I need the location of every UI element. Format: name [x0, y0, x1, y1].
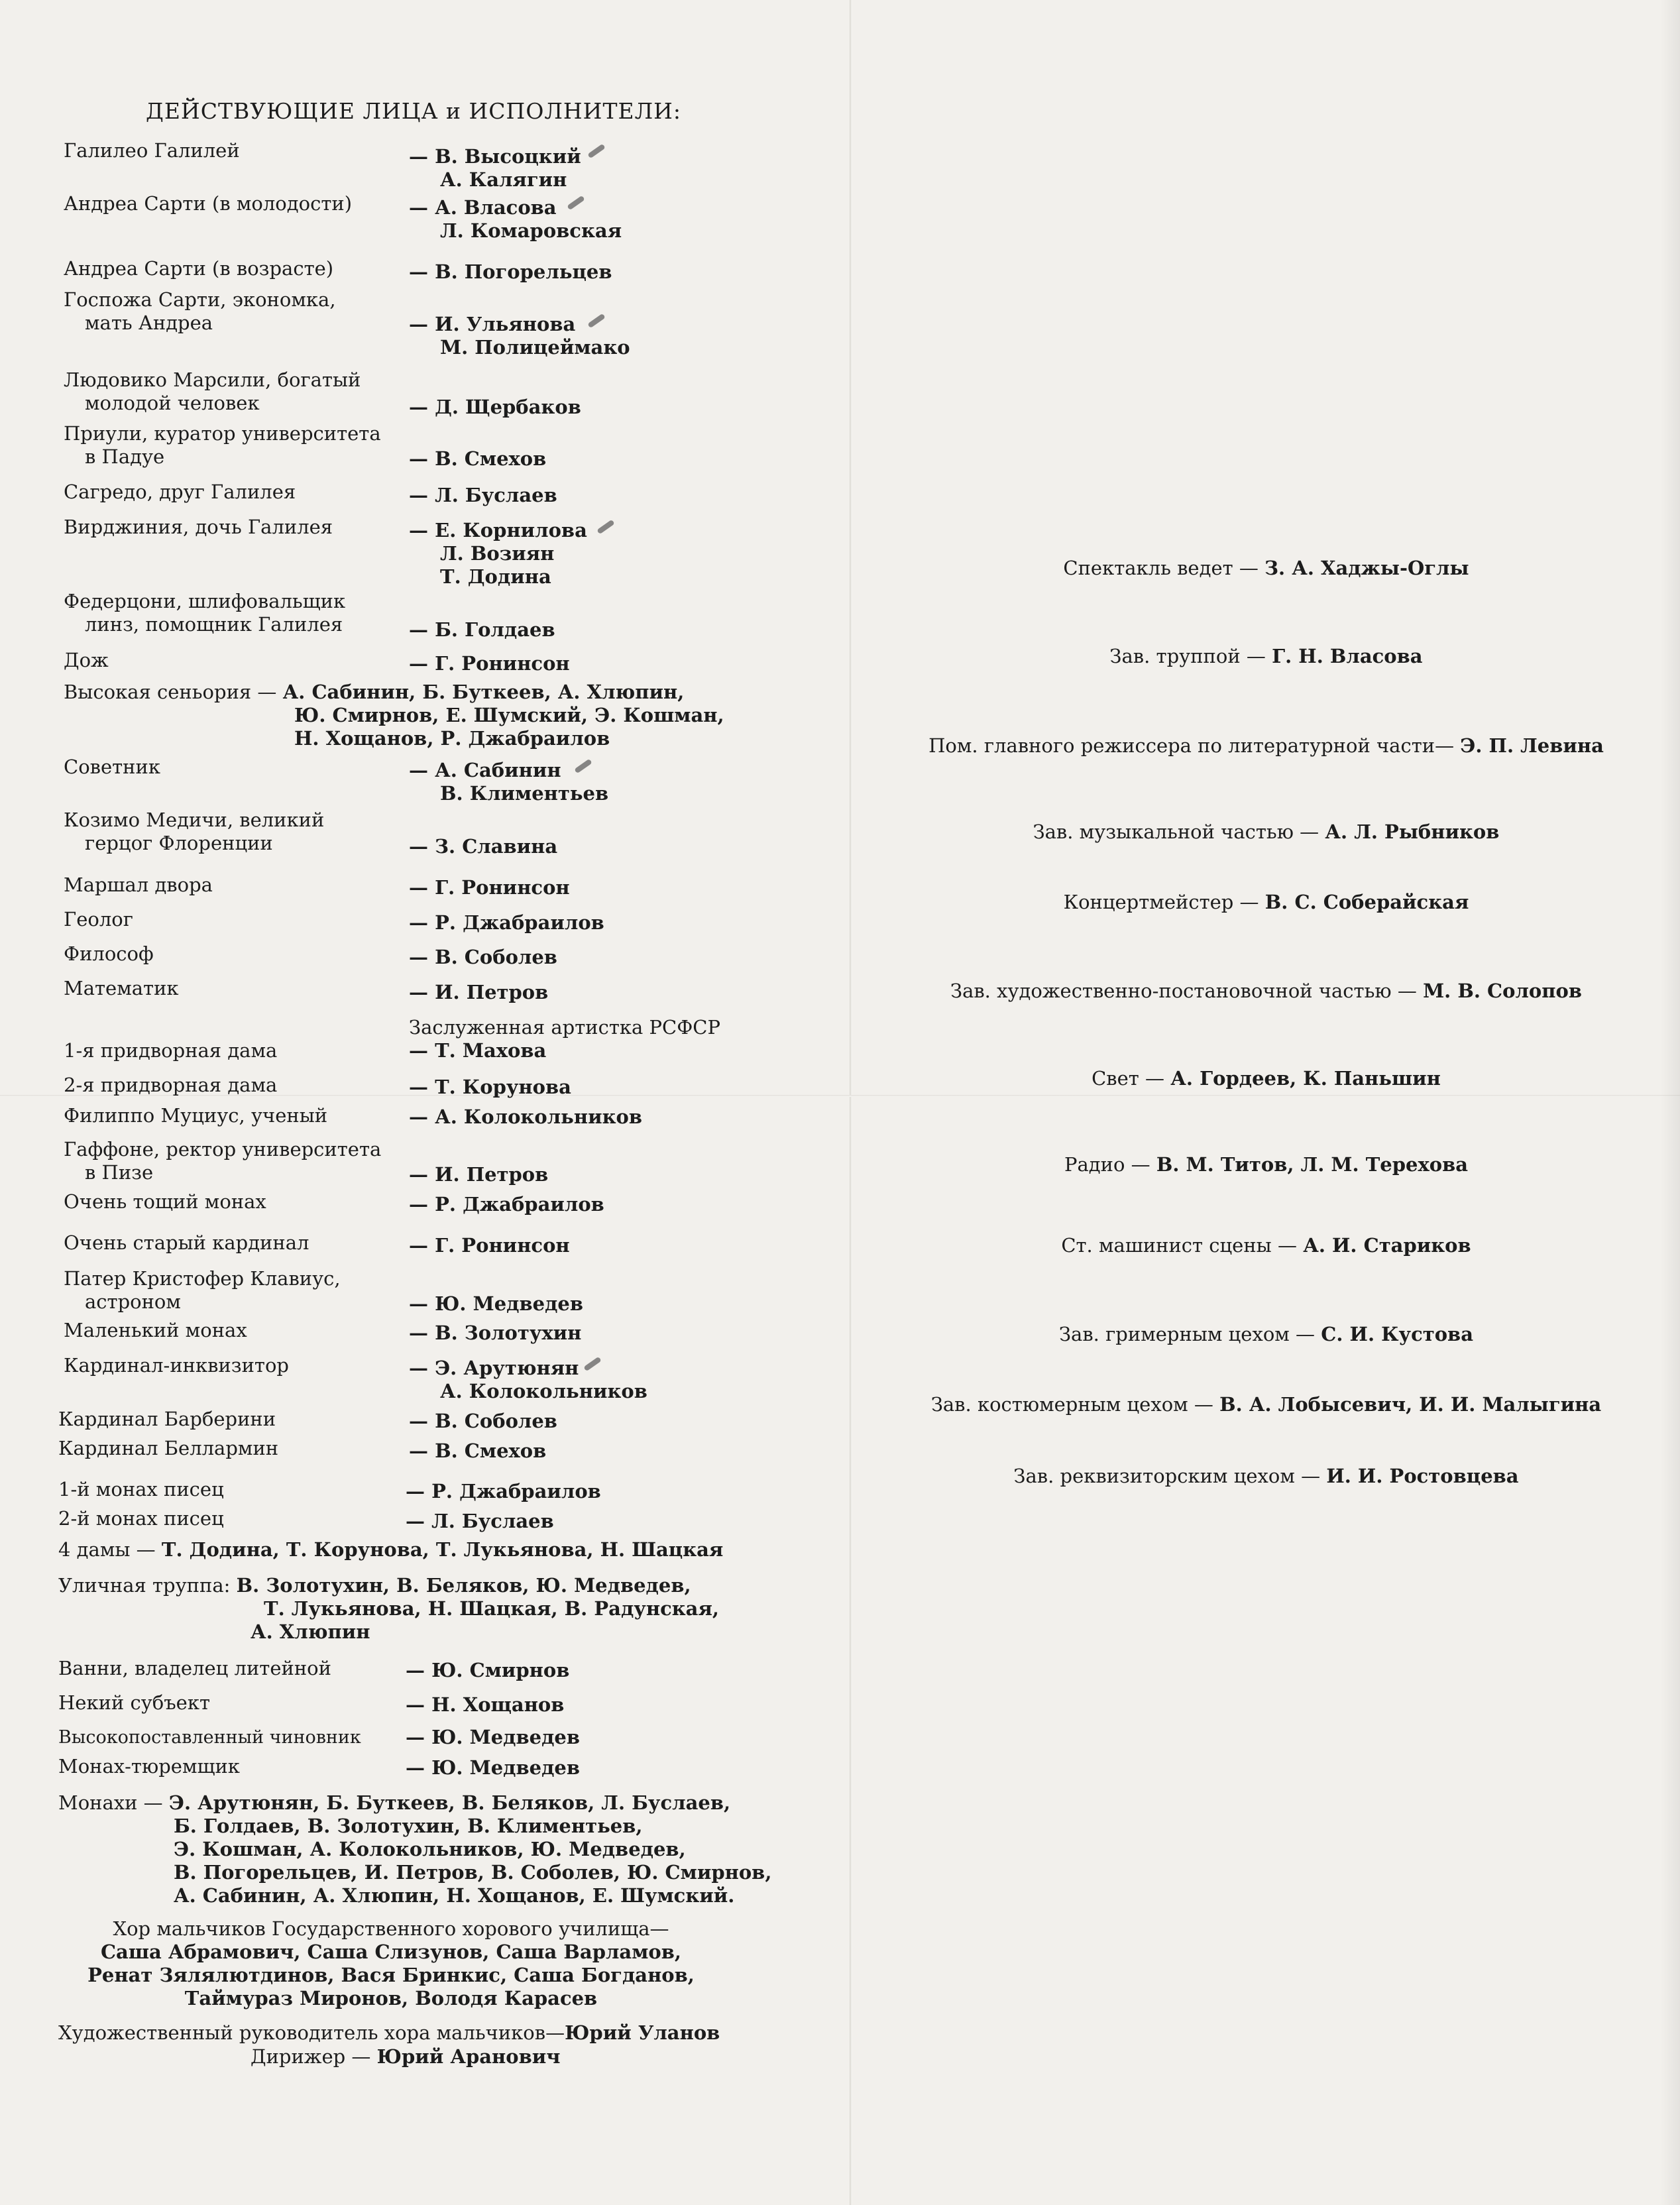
role-name — [64, 257, 333, 280]
performer: А. Колокольников — [440, 1380, 647, 1402]
four-ladies — [58, 1538, 723, 1561]
credit-names: В. А. Лобысевич, И. И. Малыгина — [1219, 1393, 1602, 1416]
role-line: 2-я придворная дама — [64, 1074, 278, 1096]
performer: — Р. Джабраилов — [409, 1193, 604, 1216]
signoria-label: Высокая сеньория — — [64, 681, 277, 703]
role-name — [58, 1755, 240, 1778]
role-line: 2-й монах писец — [58, 1507, 224, 1530]
role-name — [64, 481, 296, 504]
role-line: Сагредо, друг Галилея — [64, 481, 296, 503]
role-line: Очень тощий монах — [64, 1190, 266, 1213]
role-line: Кардинал Барберини — [58, 1408, 276, 1430]
credit-names: С. И. Кустова — [1321, 1323, 1474, 1345]
role-line: Федерцони, шлифовальщик — [64, 590, 346, 612]
cast-title: ДЕЙСТВУЮЩИЕ ЛИЦА и ИСПОЛНИТЕЛИ: — [146, 98, 681, 124]
role-line: Андреа Сарти (в молодости) — [64, 192, 353, 215]
credit-label: Зав. костюмерным цехом — — [930, 1393, 1213, 1416]
credit-names: А. И. Стариков — [1303, 1234, 1471, 1257]
performers — [409, 835, 557, 858]
performer: — В. Смехов — [409, 1440, 547, 1462]
performers — [406, 1726, 580, 1749]
role-line: Приули, куратор университета — [64, 422, 381, 445]
role-line: Гаффоне, ректор университета — [64, 1138, 382, 1160]
performer: — А. Колокольников — [409, 1105, 643, 1128]
role-line: в Пизе — [85, 1161, 154, 1184]
staff-page — [852, 0, 1680, 2205]
role-name — [64, 649, 109, 672]
performer: — Л. Буслаев — [406, 1510, 554, 1532]
performer: — Г. Ронинсон — [409, 652, 570, 675]
credit-names: В. С. Соберайская — [1264, 891, 1469, 913]
role-name — [64, 1104, 327, 1127]
credit-label: Спектакль ведет — — [1063, 557, 1259, 579]
choir-director-label: Художественный руководитель хора мальчиков— — [58, 2021, 565, 2044]
role-name — [64, 1267, 341, 1314]
signoria-line: Ю. Смирнов, Е. Шумский, Э. Кошман, — [294, 704, 724, 726]
role-name — [64, 192, 352, 215]
performer: — А. Сабинин — [409, 759, 561, 781]
performer: — Ю. Медведев — [406, 1726, 581, 1748]
performers — [409, 911, 604, 934]
performers — [409, 484, 557, 507]
role-line: 1-я придворная дама — [64, 1039, 278, 1062]
role-line: Дож — [64, 649, 109, 671]
role-name — [58, 1437, 278, 1460]
role-name — [58, 1408, 276, 1431]
role-line: линз, помощник Галилея — [85, 613, 343, 636]
credit-line — [852, 1234, 1680, 1257]
ladies-label: 4 дамы — — [58, 1538, 156, 1561]
signoria-line: А. Сабинин, Б. Буткеев, А. Хлюпин, — [282, 681, 685, 703]
street-troupe-line: В. Золотухин, В. Беляков, Ю. Медведев, — [236, 1574, 691, 1597]
credit-names: М. В. Солопов — [1423, 980, 1582, 1002]
choir-heading: Хор мальчиков Государственного хорового училища— — [113, 1917, 669, 1940]
role-name — [64, 977, 179, 1000]
street-troupe-line: Т. Лукьянова, Н. Шацкая, В. Радунская, — [264, 1597, 719, 1620]
role-line: молодой человек — [85, 392, 260, 414]
performer: — Р. Джабраилов — [406, 1480, 601, 1502]
conductor-name: Юрий Аранович — [376, 2045, 561, 2068]
role-name — [64, 1074, 277, 1097]
role-name — [64, 1354, 289, 1377]
performer: — Г. Ронинсон — [409, 1234, 570, 1257]
role-name — [64, 1319, 247, 1342]
role-line: герцог Флоренции — [85, 832, 273, 854]
role-name — [58, 1507, 224, 1530]
credit-label: Зав. реквизиторским цехом — — [1013, 1465, 1321, 1487]
role-name — [64, 1190, 266, 1214]
signoria — [64, 681, 724, 750]
choir-line: Саша Абрамович, Саша Слизунов, Саша Варламов, — [100, 1941, 682, 1963]
performers — [409, 652, 570, 675]
credit-names: З. А. Хаджы-Оглы — [1264, 557, 1469, 579]
performers — [409, 1039, 546, 1062]
role-line: Госпожа Сарти, экономка, — [64, 288, 336, 311]
performer: — Е. Корнилова — [409, 519, 587, 541]
performer: — В. Соболев — [409, 946, 557, 968]
credit-line — [852, 1067, 1680, 1090]
performers — [409, 981, 548, 1004]
performer: — В. Золотухин — [409, 1322, 582, 1344]
monks-line: Б. Голдаев, В. Золотухин, В. Климентьев, — [174, 1815, 643, 1837]
performer: — Ю. Медведев — [409, 1292, 584, 1315]
role-name — [64, 756, 160, 779]
performer: — А. Власова — [409, 196, 557, 219]
performers — [409, 1234, 570, 1257]
credit-names: В. М. Титов, Л. М. Терехова — [1156, 1153, 1469, 1176]
credit-line — [852, 1465, 1680, 1488]
ladies-names: Т. Додина, Т. Корунова, Т. Лукьянова, Н. Шацкая — [161, 1538, 724, 1561]
performers — [409, 260, 612, 284]
credit-line — [852, 820, 1680, 844]
credit-line — [852, 734, 1680, 758]
performer: — В. Высоцкий — [409, 145, 581, 168]
role-line: Монах-тюремщик — [58, 1755, 240, 1778]
monks — [58, 1791, 771, 1907]
role-name — [58, 1691, 210, 1715]
role-line: Геолог — [64, 908, 133, 931]
credit-label: Зав. гримерным цехом — — [1058, 1323, 1316, 1345]
performers — [406, 1693, 564, 1717]
performer: Л. Возиян — [440, 542, 555, 565]
monks-line: Э. Арутюнян, Б. Буткеев, В. Беляков, Л. Буслаев, — [168, 1791, 731, 1814]
role-line: Ванни, владелец литейной — [58, 1657, 331, 1679]
role-name — [64, 908, 133, 931]
performer: — В. Смехов — [409, 447, 547, 470]
performers — [409, 1410, 557, 1433]
role-name — [64, 1138, 381, 1184]
credit-line — [852, 891, 1680, 914]
credit-line — [852, 1393, 1680, 1416]
choir-director-name: Юрий Уланов — [565, 2021, 720, 2044]
performers — [409, 1440, 546, 1463]
performers — [409, 1292, 583, 1316]
credit-label: Радио — — [1064, 1153, 1150, 1176]
performers — [409, 946, 557, 969]
credit-line — [852, 645, 1680, 668]
performers — [409, 519, 587, 589]
performer: В. Климентьев — [440, 782, 609, 805]
performers — [406, 1480, 601, 1503]
role-name — [58, 1726, 361, 1749]
role-line: мать Андреа — [85, 311, 213, 334]
role-line: астроном — [85, 1290, 181, 1313]
street-troupe-label: Уличная труппа: — [58, 1574, 231, 1597]
role-line: Математик — [64, 977, 179, 999]
credit-names: А. Гордеев, К. Паньшин — [1170, 1067, 1441, 1090]
role-line: Маленький монах — [64, 1319, 247, 1341]
performers — [409, 1163, 548, 1186]
performer: — Д. Щербаков — [409, 396, 581, 418]
performers — [409, 1193, 604, 1216]
performer: — Б. Голдаев — [409, 618, 555, 641]
credit-label: Концертмейстер — — [1063, 891, 1259, 913]
credit-line — [852, 1323, 1680, 1346]
performer: — Г. Ронинсон — [409, 876, 570, 899]
performers — [406, 1510, 554, 1533]
role-name — [64, 874, 213, 897]
credit-names: Э. П. Левина — [1460, 734, 1604, 757]
performers — [406, 1659, 569, 1682]
role-line: Философ — [64, 942, 154, 965]
role-line: Галилео Галилей — [64, 139, 240, 162]
performer: А. Калягин — [440, 168, 567, 191]
performers — [409, 1357, 647, 1403]
credit-label: Пом. главного режиссера по литературной части— — [928, 734, 1455, 757]
monks-line: Э. Кошман, А. Колокольников, Ю. Медведев, — [174, 1838, 686, 1860]
performer: — Л. Буслаев — [409, 484, 557, 506]
performers — [409, 196, 622, 243]
role-line: Очень старый кардинал — [64, 1231, 309, 1254]
performer: — Э. Арутюнян — [409, 1357, 579, 1379]
conductor — [251, 2045, 561, 2068]
signoria-line: Н. Хощанов, Р. Джабраилов — [294, 727, 610, 750]
performers — [409, 1076, 571, 1099]
role-name — [64, 288, 336, 335]
choir-line: Ренат Зялялютдинов, Вася Бринкис, Саша Богданов, — [87, 1964, 695, 1986]
credit-line — [852, 980, 1680, 1003]
street-troupe — [58, 1574, 719, 1644]
performer: — И. Петров — [409, 981, 549, 1003]
performer: — Т. Корунова — [409, 1076, 571, 1098]
role-line: Советник — [64, 756, 160, 778]
performers — [409, 618, 555, 642]
credit-names: И. И. Ростовцева — [1326, 1465, 1519, 1487]
credit-label: Зав. музыкальной частью — — [1033, 820, 1319, 843]
performer: — Н. Хощанов — [406, 1693, 565, 1716]
credit-names: Г. Н. Власова — [1272, 645, 1423, 667]
role-name — [64, 368, 361, 415]
role-line: Маршал двора — [64, 874, 213, 896]
role-line: 1-й монах писец — [58, 1478, 224, 1500]
credit-line — [852, 557, 1680, 580]
performer: — Т. Махова — [409, 1039, 547, 1062]
role-name — [64, 1039, 277, 1062]
role-line: Вирджиния, дочь Галилея — [64, 516, 333, 538]
monks-line: А. Сабинин, А. Хлюпин, Н. Хощанов, Е. Шумский. — [174, 1884, 735, 1907]
pencil-check-mark — [587, 144, 606, 159]
role-name — [64, 422, 381, 469]
performer: — Ю. Смирнов — [406, 1659, 570, 1681]
role-name — [64, 590, 345, 636]
role-name — [64, 139, 240, 162]
performer: — В. Погорельцев — [409, 260, 612, 283]
monks-line: В. Погорельцев, И. Петров, В. Соболев, Ю. Смирнов, — [174, 1861, 772, 1884]
performer: — И. Ульянова — [409, 313, 576, 335]
boys-choir — [60, 1917, 722, 2010]
role-line: Высокопоставленный чиновник — [58, 1727, 361, 1748]
role-name — [64, 809, 324, 855]
role-line: Патер Кристофер Клавиус, — [64, 1267, 341, 1290]
monks-label: Монахи — — [58, 1791, 163, 1814]
performer: Л. Комаровская — [440, 219, 622, 242]
credit-label: Ст. машинист сцены — — [1061, 1234, 1297, 1257]
performers — [409, 876, 570, 899]
pencil-check-mark — [596, 520, 615, 535]
credit-names: А. Л. Рыбников — [1325, 820, 1500, 843]
role-name — [64, 516, 333, 539]
role-name — [64, 942, 154, 966]
role-line: Кардинал-инквизитор — [64, 1354, 289, 1377]
performer: М. Полицеймако — [440, 336, 630, 359]
performer: — Ю. Медведев — [406, 1756, 581, 1779]
role-line: Некий субъект — [58, 1691, 210, 1714]
credit-line — [852, 1153, 1680, 1176]
role-name — [58, 1478, 224, 1501]
performer: — И. Петров — [409, 1163, 549, 1186]
choir-line: Таймураз Миронов, Володя Карасев — [184, 1987, 598, 2009]
role-line: Филиппо Муциус, ученый — [64, 1104, 328, 1127]
credit-label: Зав. труппой — — [1109, 645, 1266, 667]
performers — [409, 396, 581, 419]
role-line: Кардинал Беллармин — [58, 1437, 279, 1459]
role-name — [64, 1231, 309, 1255]
role-name — [58, 1657, 331, 1680]
performers — [406, 1756, 580, 1780]
credit-label: Зав. художественно-постановочной частью — — [950, 980, 1417, 1002]
performer: — Р. Джабраилов — [409, 911, 604, 934]
role-line: Козимо Медичи, великий — [64, 809, 325, 831]
street-troupe-line: А. Хлюпин — [251, 1620, 370, 1643]
performers — [409, 1322, 581, 1345]
choir-director — [58, 2021, 720, 2045]
performer: — З. Славина — [409, 835, 558, 858]
conductor-label: Дирижер — — [251, 2045, 371, 2068]
performers — [409, 1105, 642, 1129]
performer: Т. Додина — [440, 565, 551, 588]
role-line: Людовико Марсили, богатый — [64, 368, 361, 391]
performer: — В. Соболев — [409, 1410, 557, 1432]
honored-title: Заслуженная артистка РСФСР — [409, 1016, 721, 1039]
role-line: Андреа Сарти (в возрасте) — [64, 257, 334, 280]
role-line: в Падуе — [85, 445, 165, 468]
performers — [409, 447, 546, 471]
credit-label: Свет — — [1092, 1067, 1165, 1090]
performers — [409, 145, 581, 192]
